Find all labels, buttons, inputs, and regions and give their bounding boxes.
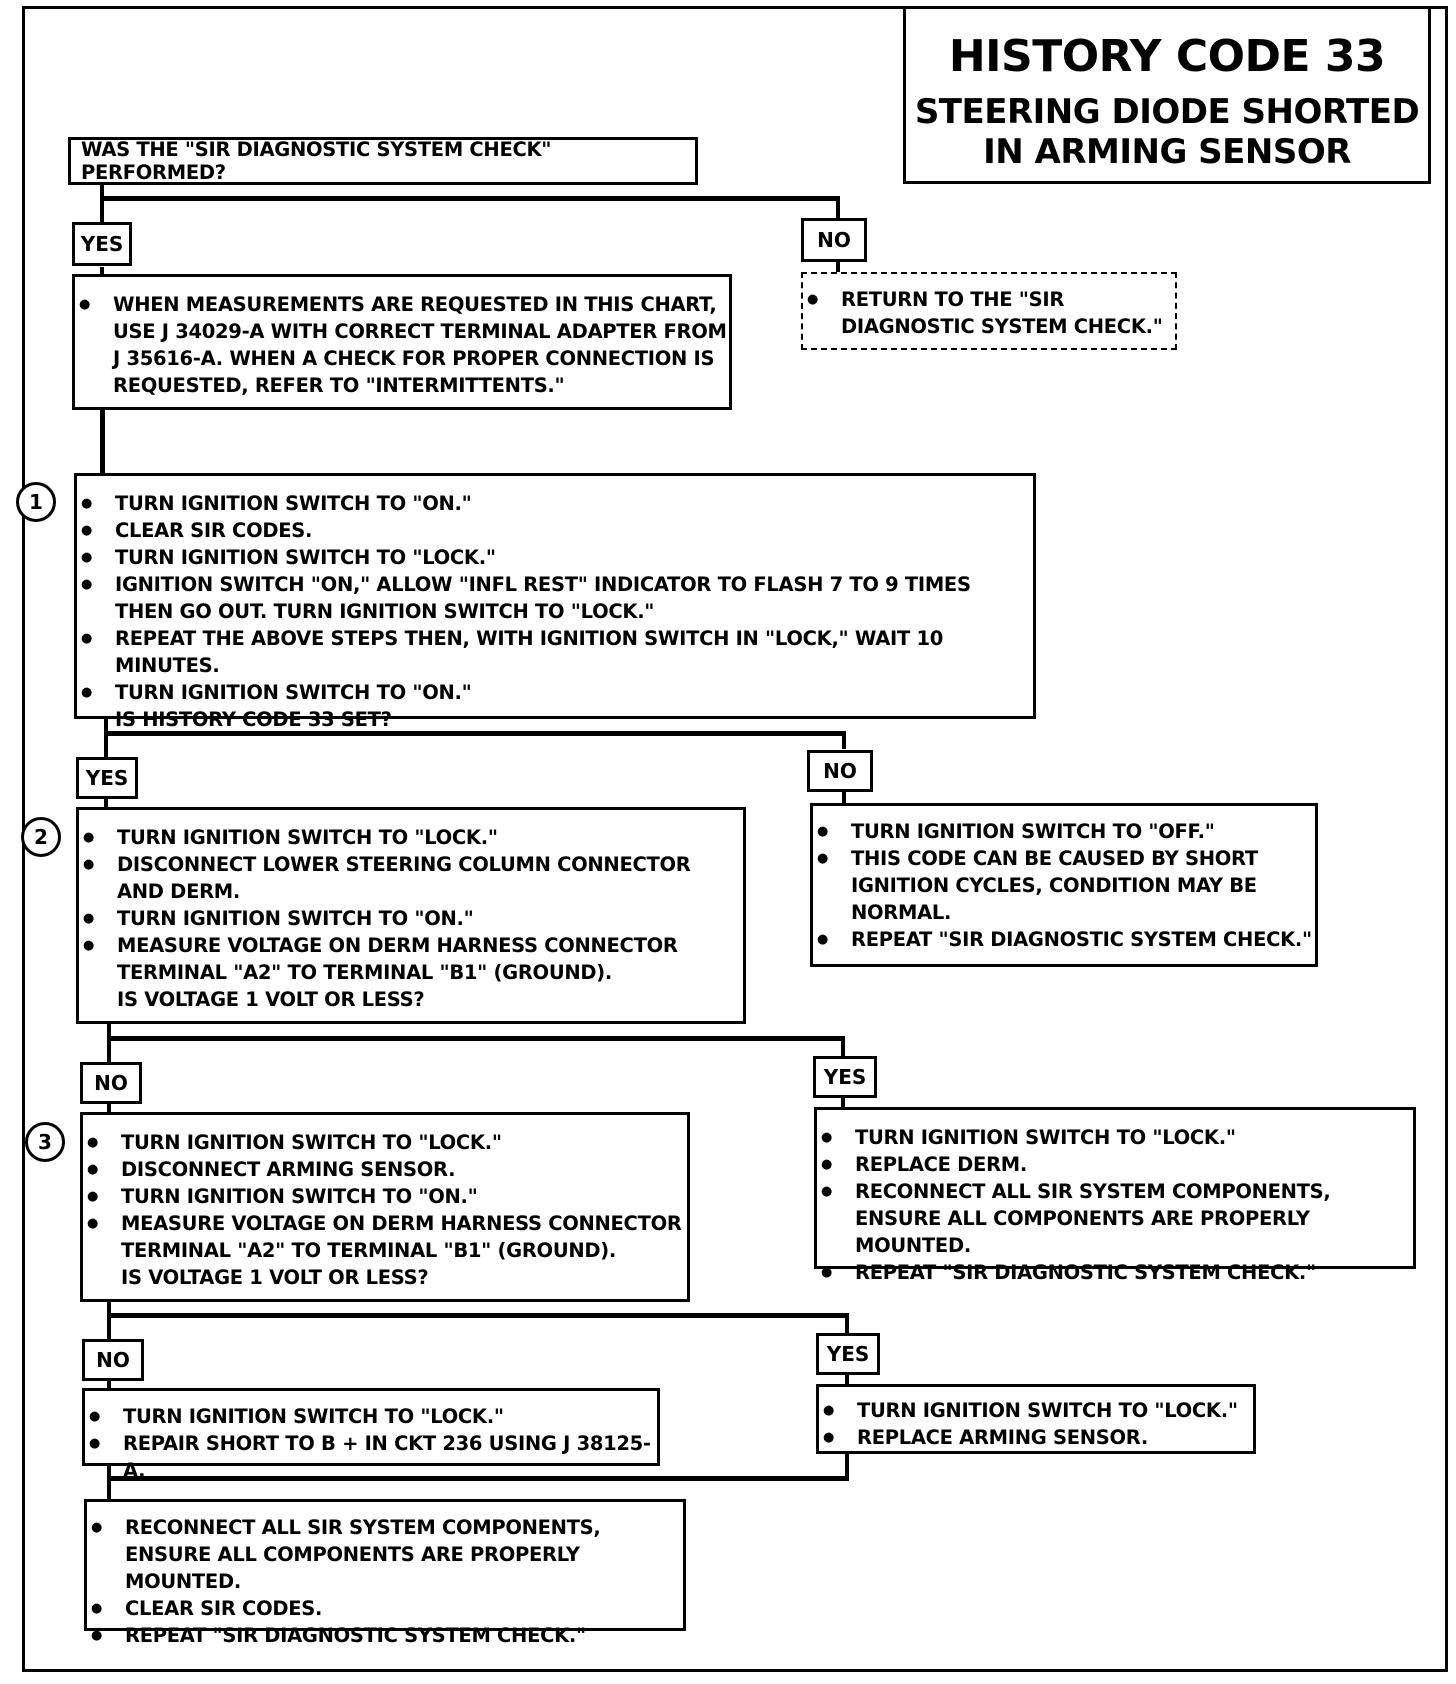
connector-line: [842, 790, 846, 804]
connector-line: [107, 1036, 845, 1041]
list-item: ● TURN IGNITION SWITCH TO "ON.": [83, 1183, 687, 1210]
list-item: ● REPLACE DERM.: [817, 1151, 1413, 1178]
step-3-no-action-list: [85, 1403, 657, 1484]
list-item: ● TURN IGNITION SWITCH TO "LOCK.": [819, 1397, 1253, 1424]
list-item: ● IGNITION SWITCH "ON," ALLOW "INFL REST" INDICATOR TO FLASH 7 TO 9 TIMES THEN GO OUT. TURN IGNITION SWITCH TO "LOCK.": [77, 571, 1033, 625]
list-item: ● TURN IGNITION SWITCH TO "ON.": [77, 490, 1033, 517]
list-item: ● TURN IGNITION SWITCH TO "ON.": [79, 905, 743, 932]
step-1-question: IS HISTORY CODE 33 SET?: [115, 708, 392, 731]
step-2-yes-action-box: [814, 1107, 1416, 1284]
step-1-marker: 1: [16, 482, 56, 522]
step-3-no-label: NO: [82, 1339, 144, 1381]
list-item: ● TURN IGNITION SWITCH TO "LOCK.": [817, 1124, 1413, 1151]
subtitle-line-1: STEERING DIODE SHORTED: [914, 92, 1420, 132]
list-item: ● TURN IGNITION SWITCH TO "LOCK.": [83, 1129, 687, 1156]
step-3-no-action-box: [82, 1388, 660, 1482]
list-item: ● TURN IGNITION SWITCH TO "LOCK.": [85, 1403, 657, 1430]
list-item: ● RECONNECT ALL SIR SYSTEM COMPONENTS, ENSURE ALL COMPONENTS ARE PROPERLY MOUNTED.: [817, 1178, 1413, 1259]
step-2-marker: 2: [21, 817, 61, 857]
step-1-no-label: NO: [807, 750, 873, 792]
connector-line: [100, 196, 840, 201]
list-item: ● TURN IGNITION SWITCH TO "ON.": [77, 679, 1033, 706]
start-question: WAS THE "SIR DIAGNOSTIC SYSTEM CHECK" PERFORMED?: [81, 138, 552, 184]
list-item: ● THIS CODE CAN BE CAUSED BY SHORT IGNITION CYCLES, CONDITION MAY BE NORMAL.: [813, 845, 1315, 926]
start-yes-note-box: [72, 274, 732, 410]
list-item: ● CLEAR SIR CODES.: [87, 1595, 683, 1622]
step-3-yes-action-list: [819, 1397, 1253, 1451]
start-question-box: [68, 137, 698, 185]
connector-line: [841, 1036, 845, 1056]
connector-line: [107, 1020, 111, 1068]
list-item: ● RETURN TO THE "SIR DIAGNOSTIC SYSTEM CHECK.": [803, 286, 1175, 340]
step-3-yes-label: YES: [816, 1333, 880, 1375]
step-1-no-action-list: [813, 818, 1315, 953]
chart-subtitle: [906, 92, 1428, 172]
step-2-no-label: NO: [80, 1062, 142, 1104]
list-item: ● TURN IGNITION SWITCH TO "LOCK.": [77, 544, 1033, 571]
start-no-label: NO: [801, 218, 867, 262]
step-2-question: IS VOLTAGE 1 VOLT OR LESS?: [117, 988, 425, 1011]
list-item: ● TURN IGNITION SWITCH TO "OFF.": [813, 818, 1315, 845]
list-item: ● MEASURE VOLTAGE ON DERM HARNESS CONNECTOR TERMINAL "A2" TO TERMINAL "B1" (GROUND).: [79, 932, 743, 986]
start-yes-label: YES: [72, 222, 132, 266]
final-action-list: [87, 1514, 683, 1649]
start-no-action-box: [801, 272, 1177, 350]
step-2-box: [76, 807, 746, 1024]
list-item: ● DISCONNECT LOWER STEERING COLUMN CONNECTOR AND DERM.: [79, 851, 743, 905]
final-action-box: [84, 1499, 686, 1647]
list-item: ● DISCONNECT ARMING SENSOR.: [83, 1156, 687, 1183]
list-item: ● RECONNECT ALL SIR SYSTEM COMPONENTS, ENSURE ALL COMPONENTS ARE PROPERLY MOUNTED.: [87, 1514, 683, 1595]
step-3-marker: 3: [25, 1122, 65, 1162]
step-3-question: IS VOLTAGE 1 VOLT OR LESS?: [121, 1266, 429, 1289]
start-no-action-list: [803, 286, 1175, 340]
step-3-box: [80, 1112, 690, 1302]
title-box: [903, 6, 1431, 184]
step-2-list: [79, 824, 743, 986]
step-1-no-action-box: [810, 803, 1318, 967]
list-item: ● REPLACE ARMING SENSOR.: [819, 1424, 1253, 1451]
list-item: ● CLEAR SIR CODES.: [77, 517, 1033, 544]
step-2-yes-label: YES: [813, 1056, 877, 1098]
list-item: ● REPEAT "SIR DIAGNOSTIC SYSTEM CHECK.": [817, 1259, 1413, 1286]
start-yes-note-list: [75, 291, 729, 399]
step-1-list: [77, 490, 1033, 706]
connector-line: [845, 1313, 849, 1335]
list-item: ● REPEAT "SIR DIAGNOSTIC SYSTEM CHECK.": [813, 926, 1315, 953]
chart-title: HISTORY CODE 33: [948, 31, 1386, 82]
connector-line: [107, 1313, 849, 1318]
connector-line: [842, 731, 846, 749]
step-2-yes-action-list: [817, 1124, 1413, 1286]
list-item: ● REPEAT "SIR DIAGNOSTIC SYSTEM CHECK.": [87, 1622, 683, 1649]
list-item: ● TURN IGNITION SWITCH TO "LOCK.": [79, 824, 743, 851]
subtitle-line-2: IN ARMING SENSOR: [983, 132, 1351, 172]
step-1-box: [74, 473, 1036, 731]
list-item: ● REPEAT THE ABOVE STEPS THEN, WITH IGNITION SWITCH IN "LOCK," WAIT 10 MINUTES.: [77, 625, 1033, 679]
step-3-list: [83, 1129, 687, 1264]
step-3-yes-action-box: [816, 1384, 1256, 1454]
connector-line: [100, 408, 105, 476]
list-item: ● REPAIR SHORT TO B + IN CKT 236 USING J 38125-A.: [85, 1430, 657, 1484]
step-1-yes-label: YES: [76, 757, 138, 799]
list-item: ● WHEN MEASUREMENTS ARE REQUESTED IN THIS CHART, USE J 34029-A WITH CORRECT TERMINAL ADAPTER FROM J 35616-A. WHEN A CHECK FOR PROPER CONNECTION IS REQUESTED, REFER TO "INTERMITTENTS.": [75, 291, 729, 399]
list-item: ● MEASURE VOLTAGE ON DERM HARNESS CONNECTOR TERMINAL "A2" TO TERMINAL "B1" (GROUND).: [83, 1210, 687, 1264]
